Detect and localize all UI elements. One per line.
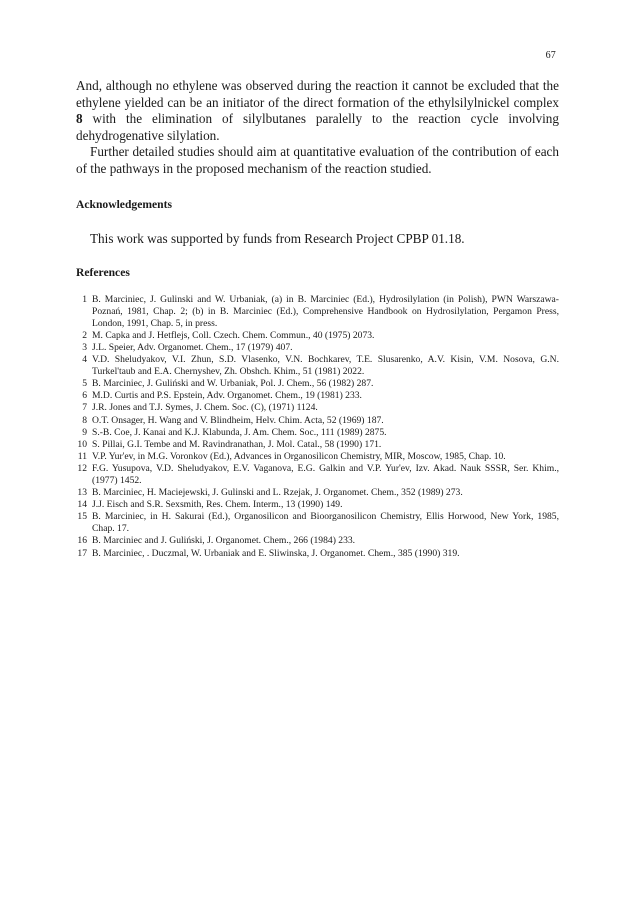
reference-item bbox=[76, 487, 559, 499]
reference-item bbox=[76, 294, 559, 330]
reference-number: 5 bbox=[82, 378, 87, 390]
reference-item bbox=[76, 427, 559, 439]
reference-item bbox=[76, 463, 559, 487]
reference-text: M.D. Curtis and P.S. Epstein, Adv. Organomet. Chem., 19 (1981) 233. bbox=[92, 390, 362, 402]
reference-item bbox=[76, 451, 559, 463]
reference-item bbox=[76, 330, 559, 342]
reference-text: J.L. Speier, Adv. Organomet. Chem., 17 (1979) 407. bbox=[92, 341, 293, 353]
reference-number: 8 bbox=[82, 414, 87, 426]
reference-number: 6 bbox=[82, 390, 87, 402]
reference-item bbox=[76, 415, 559, 427]
reference-item bbox=[76, 511, 559, 535]
paragraph-text: And, although no ethylene was observed during the reaction it cannot be excluded that the ethylene yielded can be an initiator of the direct formation of the ethylsilylnickel complex bbox=[76, 78, 559, 110]
reference-text: B. Marciniec, H. Maciejewski, J. Gulinski and L. Rzejak, J. Organomet. Chem., 352 (1989) 273. bbox=[92, 487, 463, 499]
reference-text: O.T. Onsager, H. Wang and V. Blindheim, Helv. Chim. Acta, 52 (1969) 187. bbox=[92, 414, 384, 426]
reference-number: 4 bbox=[82, 354, 87, 366]
reference-text: B. Marciniec, J. Gulinski and W. Urbaniak, (a) in B. Marciniec (Ed.), Hydrosilylation (in Polish), PWN Warszawa-Poznań, 1981, Chap. 2; (b) in B. Marciniec (Ed.), Comprehensive Handbook on Hydrosilylation, Pergamon Press, London, 1991, Chap. 5, in press. bbox=[92, 293, 559, 329]
reference-number: 11 bbox=[77, 450, 87, 462]
reference-text: B. Marciniec, J. Guliński and W. Urbaniak, Pol. J. Chem., 56 (1982) 287. bbox=[92, 378, 374, 390]
reference-number: 13 bbox=[77, 487, 87, 499]
reference-number: 14 bbox=[77, 499, 87, 511]
reference-item bbox=[76, 354, 559, 378]
reference-item bbox=[76, 342, 559, 354]
reference-item bbox=[76, 390, 559, 402]
reference-text: F.G. Yusupova, V.D. Sheludyakov, E.V. Vaganova, E.G. Galkin and V.P. Yur'ev, Izv. Akad. Nauk SSSR, Ser. Khim., (1977) 1452. bbox=[92, 462, 559, 486]
reference-item bbox=[76, 378, 559, 390]
reference-item bbox=[76, 402, 559, 414]
reference-item bbox=[76, 439, 559, 451]
acknowledgements-heading: Acknowledgements bbox=[76, 197, 172, 211]
reference-number: 7 bbox=[82, 402, 87, 414]
reference-text: V.D. Sheludyakov, V.I. Zhun, S.D. Vlasenko, V.N. Bochkarev, T.E. Slusarenko, A.V. Kisin, V.M. Nosova, G.N. Turkel'taub and E.A. Chernyshev, Zh. Obshch. Khim., 51 (1981) 2022. bbox=[92, 354, 559, 378]
paragraph-text: with the elimination of silylbutanes paralelly to the reaction cycle involving dehydrogenative silylation. bbox=[76, 111, 559, 143]
reference-item bbox=[76, 548, 559, 560]
reference-number: 3 bbox=[82, 341, 87, 353]
body-paragraph: Further detailed studies should aim at quantitative evaluation of the contribution of each of the pathways in the proposed mechanism of the reaction studied. bbox=[76, 144, 559, 176]
reference-number: 16 bbox=[77, 535, 87, 547]
references-heading: References bbox=[76, 265, 130, 279]
reference-number: 17 bbox=[77, 547, 87, 559]
reference-text: S.-B. Coe, J. Kanai and K.J. Klabunda, J. Am. Chem. Soc., 111 (1989) 2875. bbox=[92, 426, 387, 438]
acknowledgements-text: This work was supported by funds from Research Project CPBP 01.18. bbox=[90, 230, 465, 246]
reference-number: 15 bbox=[77, 511, 87, 523]
reference-text: V.P. Yur'ev, in M.G. Voronkov (Ed.), Advances in Organosilicon Chemistry, MIR, Moscow, 1985, Chap. 10. bbox=[92, 450, 506, 462]
reference-text: B. Marciniec and J. Guliński, J. Organomet. Chem., 266 (1984) 233. bbox=[92, 535, 356, 547]
reference-text: J.J. Eisch and S.R. Sexsmith, Res. Chem. Interm., 13 (1990) 149. bbox=[92, 499, 343, 511]
reference-number: 10 bbox=[77, 438, 87, 450]
compound-number: 8 bbox=[76, 111, 83, 127]
reference-text: M. Capka and J. Hetflejs, Coll. Czech. Chem. Commun., 40 (1975) 2073. bbox=[92, 329, 375, 341]
reference-number: 9 bbox=[82, 426, 87, 438]
reference-item bbox=[76, 499, 559, 511]
article-body bbox=[76, 78, 559, 560]
reference-list bbox=[76, 294, 559, 560]
body-paragraph bbox=[76, 78, 559, 144]
reference-item bbox=[76, 535, 559, 547]
reference-number: 1 bbox=[82, 293, 87, 305]
reference-number: 2 bbox=[82, 329, 87, 341]
reference-text: B. Marciniec, . Duczmal, W. Urbaniak and E. Sliwinska, J. Organomet. Chem., 385 (1990) 319. bbox=[92, 547, 460, 559]
reference-text: J.R. Jones and T.J. Symes, J. Chem. Soc. (C), (1971) 1124. bbox=[92, 402, 318, 414]
reference-number: 12 bbox=[77, 462, 87, 474]
reference-text: B. Marciniec, in H. Sakurai (Ed.), Organosilicon and Bioorganosilicon Chemistry, Ellis Horwood, New York, 1985, Chap. 17. bbox=[92, 511, 559, 535]
reference-text: S. Pillai, G.I. Tembe and M. Ravindranathan, J. Mol. Catal., 58 (1990) 171. bbox=[92, 438, 382, 450]
page-number: 67 bbox=[545, 50, 556, 61]
